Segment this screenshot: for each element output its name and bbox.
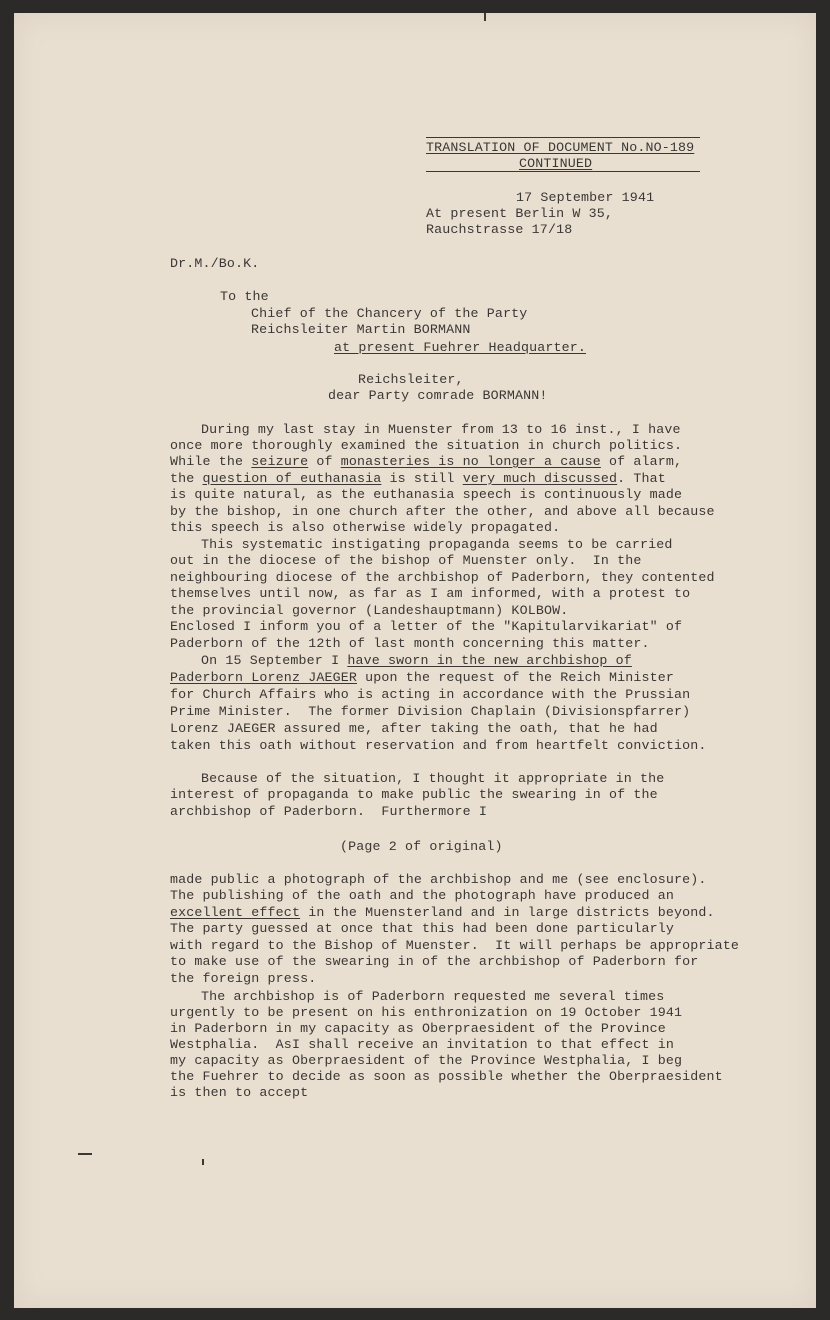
page-marker: (Page 2 of original) — [340, 839, 503, 854]
text-span: in the Muensterland and in large districts beyond. — [300, 905, 715, 920]
body-line: interest of propaganda to make public the swearing in of the — [170, 787, 658, 802]
body-line: The party guessed at once that this had been done particularly — [170, 921, 675, 936]
body-line — [170, 454, 682, 470]
stray-mark — [484, 13, 486, 21]
addressee-line-3: Reichsleiter Martin BORMANN — [251, 322, 471, 337]
body-line: The publishing of the oath and the photograph have produced an — [170, 888, 675, 903]
text-span: is still — [381, 471, 463, 486]
body-line: taken this oath without reservation and from heartfelt conviction. — [170, 738, 707, 753]
body-line: During my last stay in Muenster from 13 to 16 inst., I have — [201, 422, 681, 437]
body-line — [170, 905, 715, 921]
body-line: made public a photograph of the archbishop and me (see enclosure). — [170, 872, 707, 887]
body-line: the Fuehrer to decide as soon as possible whether the Oberpraesident — [170, 1069, 723, 1084]
stray-mark — [202, 1159, 204, 1165]
body-line: Paderborn of the 12th of last month concerning this matter. — [170, 636, 650, 651]
body-line: The archbishop is of Paderborn requested me several times — [201, 989, 665, 1004]
body-line: to make use of the swearing in of the archbishop of Paderborn for — [170, 954, 699, 969]
body-line: the foreign press. — [170, 971, 317, 986]
body-line: Because of the situation, I thought it appropriate in the — [201, 771, 665, 786]
body-line: with regard to the Bishop of Muenster. It will perhaps be appropriate — [170, 938, 740, 953]
body-line: by the bishop, in one church after the other, and above all because — [170, 504, 715, 519]
text-span: While the — [170, 454, 252, 469]
body-line: is then to accept — [170, 1085, 309, 1100]
underlined-phrase: have sworn in the new archbishop of — [347, 653, 632, 668]
letter-date: 17 September 1941 — [516, 190, 655, 205]
underlined-phrase: monasteries is no longer a cause — [340, 454, 601, 469]
letter-address: Rauchstrasse 17/18 — [426, 222, 573, 237]
body-line: neighbouring diocese of the archbishop of Paderborn, they contented — [170, 570, 715, 585]
salutation-line-1: Reichsleiter, — [358, 372, 464, 387]
body-line — [170, 670, 674, 686]
addressee-line-2: Chief of the Chancery of the Party — [251, 306, 528, 321]
underlined-phrase: excellent effect — [170, 905, 301, 920]
body-line: the provincial governor (Landeshauptmann) KOLBOW. — [170, 603, 569, 618]
body-line — [170, 471, 666, 487]
body-line: my capacity as Oberpraesident of the Province Westphalia, I beg — [170, 1053, 683, 1068]
body-line: Prime Minister. The former Division Chaplain (Divisionspfarrer) — [170, 704, 691, 719]
text-span: On 15 September I — [201, 653, 348, 668]
body-line: Westphalia. AsI shall receive an invitation to that effect in — [170, 1037, 675, 1052]
underlined-phrase: Paderborn Lorenz JAEGER — [170, 670, 357, 685]
body-line: in Paderborn in my capacity as Oberpraesident of the Province — [170, 1021, 666, 1036]
header-rule-top — [426, 137, 700, 138]
text-span: . That — [617, 471, 666, 486]
header-rule-bottom — [426, 171, 700, 172]
underlined-phrase: very much discussed — [462, 471, 618, 486]
salutation-line-2: dear Party comrade BORMANN! — [328, 388, 548, 403]
body-line: This systematic instigating propaganda seems to be carried — [201, 537, 673, 552]
body-line: is quite natural, as the euthanasia speech is continuously made — [170, 487, 683, 502]
text-span: of alarm, — [600, 454, 683, 469]
body-line: Lorenz JAEGER assured me, after taking the oath, that he had — [170, 721, 658, 736]
document-title: TRANSLATION OF DOCUMENT No.NO-189 — [426, 140, 695, 155]
text-span: upon the request of the Reich Minister — [356, 670, 675, 685]
body-line: themselves until now, as far as I am informed, with a protest to — [170, 586, 691, 601]
reference-code: Dr.M./Bo.K. — [170, 256, 260, 271]
body-line: this speech is also otherwise widely propagated. — [170, 520, 561, 535]
body-line — [201, 653, 632, 669]
document-page — [14, 13, 816, 1308]
body-line: archbishop of Paderborn. Furthermore I — [170, 804, 488, 819]
body-line: once more thoroughly examined the situation in church politics. — [170, 438, 683, 453]
body-line: urgently to be present on his enthronization on 19 October 1941 — [170, 1005, 683, 1020]
stray-mark — [78, 1153, 92, 1155]
text-span: the — [170, 471, 203, 486]
underlined-phrase: seizure — [251, 454, 309, 469]
body-line: out in the diocese of the bishop of Muenster only. In the — [170, 553, 642, 568]
body-line: Enclosed I inform you of a letter of the "Kapitularvikariat" of — [170, 619, 683, 634]
body-line: for Church Affairs who is acting in accordance with the Prussian — [170, 687, 691, 702]
addressee-line-1: To the — [220, 289, 269, 304]
underlined-phrase: question of euthanasia — [202, 471, 382, 486]
document-subtitle: CONTINUED — [519, 156, 593, 171]
addressee-line-4: at present Fuehrer Headquarter. — [334, 340, 587, 355]
text-span: of — [308, 454, 341, 469]
letter-location: At present Berlin W 35, — [426, 206, 613, 221]
